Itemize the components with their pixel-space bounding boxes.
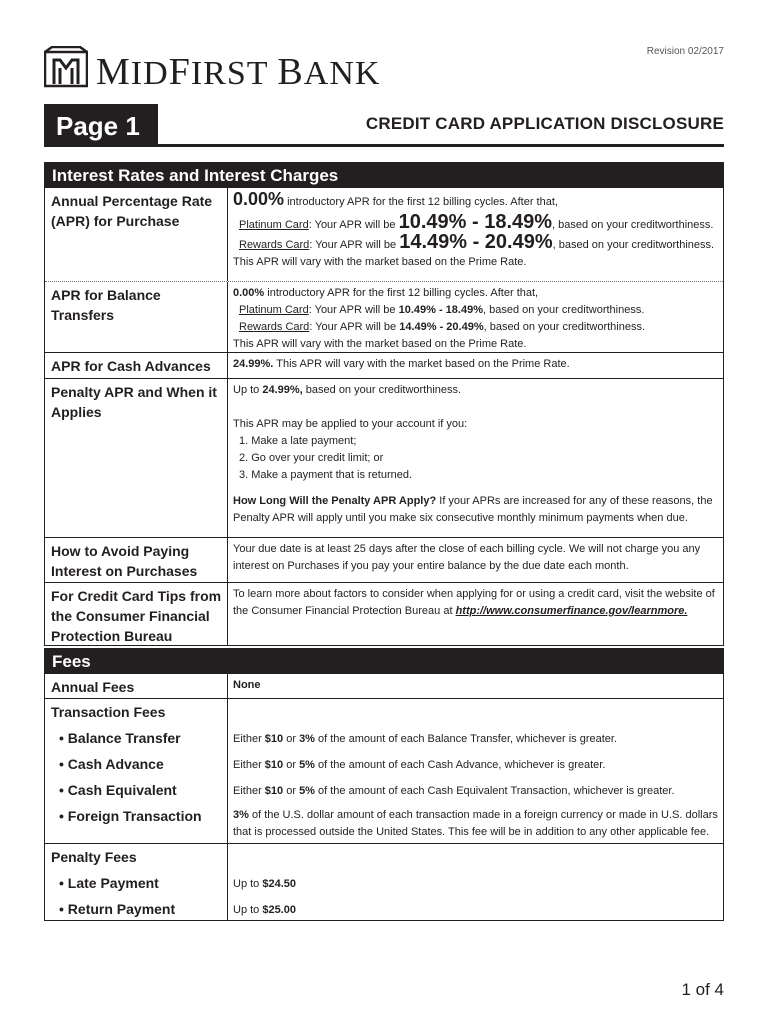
row-label: • Foreign Transaction (45, 801, 228, 843)
row-value: Your due date is at least 25 days after the close of each billing cycle. We will not charge you any interest on Purchases if you pay your entire balance by the due date each month. (233, 543, 701, 572)
table-row (45, 723, 723, 749)
table-row (45, 868, 723, 894)
revision-date: Revision 02/2017 (646, 46, 724, 57)
row-value: Either $10 or 3% of the amount of each Balance Transfer, whichever is greater. (233, 733, 618, 745)
row-value: Up to $25.00 (233, 904, 297, 916)
row-value: 24.99%. This APR will vary with the market based on the Prime Rate. (233, 358, 570, 370)
row-value: None (233, 679, 261, 691)
section-heading-interest: Interest Rates and Interest Charges (44, 162, 724, 188)
midfirst-logo-icon (44, 46, 88, 88)
row-label: • Late Payment (45, 868, 228, 894)
table-row (45, 843, 723, 868)
bank-name: MIDFIRST BANK (96, 51, 381, 93)
row-value: Either $10 or 5% of the amount of each Cash Equivalent Transaction, whichever is greater. (233, 785, 675, 797)
page-number: 1 of 4 (681, 980, 724, 999)
fees-table (44, 674, 724, 921)
row-label: • Return Payment (45, 894, 228, 920)
row-label: Annual Fees (45, 674, 228, 698)
row-label: Transaction Fees (45, 699, 228, 723)
row-label: Penalty Fees (45, 844, 228, 868)
row-value: 3% of the U.S. dollar amount of each transaction made in a foreign currency or made in U.S. dollars that is processed outside the United States. This fee will be in addition to any other applicable fee. (233, 809, 718, 838)
row-label: How to Avoid Paying Interest on Purchases (45, 538, 228, 582)
table-row (45, 698, 723, 723)
table-row (45, 188, 723, 281)
interest-table (44, 188, 724, 646)
row-label: • Balance Transfer (45, 723, 228, 749)
row-value: Either $10 or 5% of the amount of each Cash Advance, whichever is greater. (233, 759, 606, 771)
table-row (45, 674, 723, 698)
cfpb-link[interactable]: http://www.consumerfinance.gov/learnmore. (455, 605, 688, 617)
table-row (45, 378, 723, 537)
table-row (45, 801, 723, 843)
table-row (45, 775, 723, 801)
table-row (45, 352, 723, 378)
table-row (45, 582, 723, 645)
row-value: 0.00% introductory APR for the first 12 billing cycles. After that, Platinum Card: Your APR will be 10.49% - 18.49%, based on your creditworthiness. Rewards Card: Your APR will be 14.49% - 20.49%, based on your creditworthiness. This APR will vary with the market based on the Prime Rate. (233, 189, 715, 268)
row-value: To learn more about factors to consider when applying for or using a credit card, visit the website of the Consumer Financial Protection Bureau at http://www.consumerfinance.gov/learnmore. (233, 588, 715, 617)
row-value: 0.00% introductory APR for the first 12 billing cycles. After that, Platinum Card: Your APR will be 10.49% - 18.49%, based on your creditworthiness. Rewards Card: Your APR will be 14.49% - 20.49%, based on your creditworthiness. This APR will vary with the market based on the Prime Rate. (233, 287, 646, 350)
document-title: CREDIT CARD APPLICATION DISCLOSURE (365, 114, 724, 133)
row-label: APR for Cash Advances (45, 353, 228, 378)
section-heading-fees: Fees (44, 648, 724, 674)
header-rule (44, 144, 724, 147)
row-label: Annual Percentage Rate (APR) for Purchase (45, 188, 228, 281)
page-tab: Page 1 (44, 104, 158, 146)
table-row (45, 749, 723, 775)
table-row (45, 281, 723, 352)
table-row (45, 537, 723, 582)
row-value: Up to 24.99%, based on your creditworthiness. This APR may be applied to your account if you: 1. Make a late payment; 2. Go over your credit limit; or 3. Make a payment that is returned. How Long Will the Penalty APR Apply? If your APRs are increased for any of these reasons, the Penalty APR will apply until you make six consecutive monthly minimum payments when due. (233, 384, 713, 524)
row-value: Up to $24.50 (233, 878, 297, 890)
row-label: Penalty APR and When it Applies (45, 379, 228, 537)
row-label: • Cash Advance (45, 749, 228, 775)
table-row (45, 894, 723, 920)
row-label: APR for Balance Transfers (45, 282, 228, 352)
row-label: • Cash Equivalent (45, 775, 228, 801)
row-label: For Credit Card Tips from the Consumer Financial Protection Bureau (45, 583, 228, 645)
